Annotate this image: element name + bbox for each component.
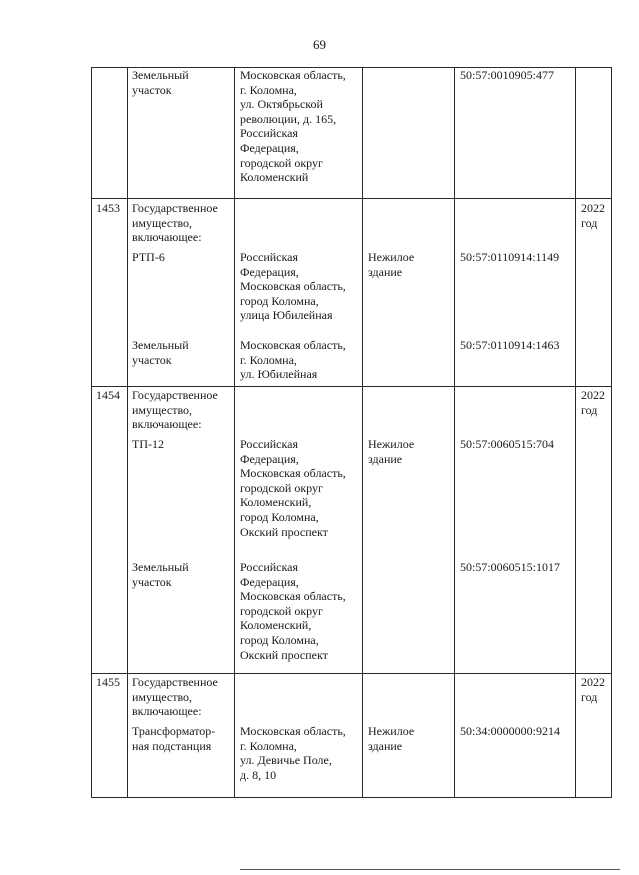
cadastral-number: 50:57:0060515:1017 bbox=[460, 560, 561, 574]
cadastral-number: 50:34:0000000:9214 bbox=[460, 724, 561, 738]
row-header: Государственное имущество, включающее: bbox=[132, 388, 218, 432]
object-name: Земельный участок bbox=[132, 560, 189, 589]
row-divider bbox=[91, 386, 612, 387]
cadastral-number: 50:57:0110914:1463 bbox=[460, 338, 560, 352]
object-purpose: Нежилое здание bbox=[368, 437, 415, 466]
row-year: 2022 год bbox=[581, 388, 605, 417]
object-address: Российская Федерация, Московская область, город Коломна, улица Юбилейная bbox=[240, 250, 346, 323]
page-number: 69 bbox=[313, 37, 326, 52]
column-divider bbox=[454, 67, 455, 798]
object-name: Земельный участок bbox=[132, 68, 189, 97]
column-divider bbox=[362, 67, 363, 798]
object-address: Московская область, г. Коломна, ул. Девичье Поле, д. 8, 10 bbox=[240, 724, 346, 782]
cadastral-number: 50:57:0010905:477 bbox=[460, 68, 555, 82]
row-number: 1453 bbox=[96, 201, 120, 215]
column-divider bbox=[575, 67, 576, 798]
column-divider bbox=[234, 67, 235, 798]
column-divider bbox=[127, 67, 128, 798]
row-year: 2022 год bbox=[581, 675, 605, 704]
object-address: Российская Федерация, Московская область, городской округ Коломенский, город Коломна, Окский проспект bbox=[240, 437, 346, 539]
object-name: Земельный участок bbox=[132, 338, 189, 367]
row-number: 1455 bbox=[96, 675, 120, 689]
cadastral-number: 50:57:0060515:704 bbox=[460, 437, 555, 451]
object-purpose: Нежилое здание bbox=[368, 250, 415, 279]
row-header: Государственное имущество, включающее: bbox=[132, 675, 218, 719]
object-name: РТП-6 bbox=[132, 250, 165, 264]
object-address: Российская Федерация, Московская область, городской округ Коломенский, город Коломна, Окский проспект bbox=[240, 560, 346, 662]
row-header: Государственное имущество, включающее: bbox=[132, 201, 218, 245]
row-divider bbox=[91, 673, 612, 674]
column-divider bbox=[611, 67, 612, 798]
object-name: Трансформатор- ная подстанция bbox=[132, 724, 216, 753]
column-divider bbox=[91, 67, 92, 798]
object-address: Московская область, г. Коломна, ул. Октябрьской революции, д. 165, Российская Федерация, городской округ Коломенский bbox=[240, 68, 346, 185]
row-divider bbox=[91, 198, 612, 199]
cadastral-number: 50:57:0110914:1149 bbox=[460, 250, 560, 264]
object-purpose: Нежилое здание bbox=[368, 724, 415, 753]
table-border-bottom bbox=[91, 797, 612, 798]
row-number: 1454 bbox=[96, 388, 120, 402]
object-name: ТП-12 bbox=[132, 437, 164, 451]
object-address: Московская область, г. Коломна, ул. Юбилейная bbox=[240, 338, 346, 382]
footer-rule bbox=[240, 869, 620, 870]
row-year: 2022 год bbox=[581, 201, 605, 230]
